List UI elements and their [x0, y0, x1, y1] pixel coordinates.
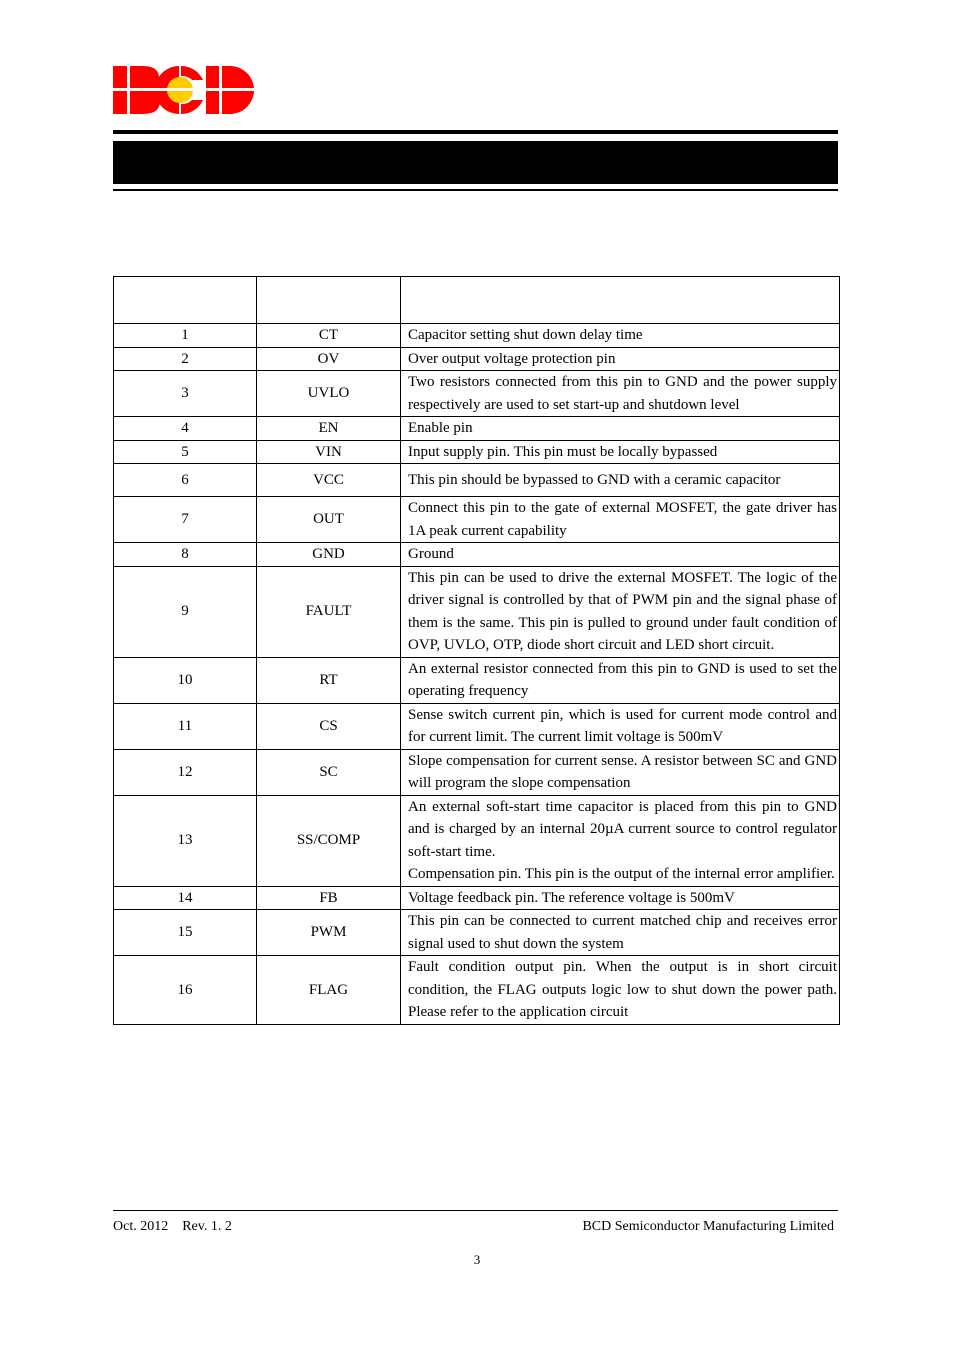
pin-name: FB	[257, 886, 401, 910]
pin-function: Enable pin	[401, 417, 840, 441]
pin-name: RT	[257, 657, 401, 703]
pin-function: This pin can be connected to current matched chip and receives error signal used to shut down the system	[401, 910, 840, 956]
header-rule	[113, 130, 838, 134]
pin-name: OUT	[257, 497, 401, 543]
table-row	[114, 371, 840, 417]
pin-number: 1	[114, 324, 257, 348]
pin-name: VCC	[257, 464, 401, 497]
pin-number: 2	[114, 347, 257, 371]
pin-function: An external resistor connected from this pin to GND is used to set the operating frequency	[401, 657, 840, 703]
pin-number: 5	[114, 440, 257, 464]
pin-number: 8	[114, 543, 257, 567]
bcd-logo	[113, 66, 254, 114]
pin-number: 14	[114, 886, 257, 910]
table-row	[114, 657, 840, 703]
header-cell-pin-name	[257, 277, 401, 324]
pin-function-paragraph: Compensation pin. This pin is the output of the internal error amplifier.	[408, 866, 835, 882]
table-row	[114, 956, 840, 1025]
pin-number: 15	[114, 910, 257, 956]
page-number: 3	[473, 1252, 481, 1267]
table-row	[114, 910, 840, 956]
pin-function: Ground	[401, 543, 840, 567]
table-row	[114, 749, 840, 795]
pin-name: EN	[257, 417, 401, 441]
table-row	[114, 703, 840, 749]
footer-company: BCD Semiconductor Manufacturing Limited	[582, 1219, 834, 1234]
pin-name: CT	[257, 324, 401, 348]
pin-function: Over output voltage protection pin	[401, 347, 840, 371]
pin-function: Capacitor setting shut down delay time	[401, 324, 840, 348]
footer-date: Oct. 2012	[113, 1219, 169, 1234]
header-rule-thin	[113, 189, 838, 191]
pin-number: 6	[114, 464, 257, 497]
title-band	[113, 141, 838, 184]
pin-name: VIN	[257, 440, 401, 464]
pin-name: OV	[257, 347, 401, 371]
pin-name: PWM	[257, 910, 401, 956]
header-cell-pin-number	[114, 277, 257, 324]
footer-date-revision	[113, 1219, 232, 1235]
pin-name: GND	[257, 543, 401, 567]
pin-function: Sense switch current pin, which is used for current mode control and for current limit. The current limit voltage is 500mV	[401, 703, 840, 749]
pin-number: 4	[114, 417, 257, 441]
pin-function: Connect this pin to the gate of external MOSFET, the gate driver has 1A peak current capability	[401, 497, 840, 543]
pin-function	[401, 795, 840, 886]
header-cell-function	[401, 277, 840, 324]
table-row	[114, 464, 840, 497]
pin-number: 3	[114, 371, 257, 417]
pin-number: 16	[114, 956, 257, 1025]
pin-function-paragraph: An external soft-start time capacitor is placed from this pin to GND and is charged by an internal 20µA current source to control regulator soft-start time.	[408, 798, 837, 860]
pin-name: FAULT	[257, 566, 401, 657]
pin-number: 12	[114, 749, 257, 795]
table-row	[114, 417, 840, 441]
pin-function: Slope compensation for current sense. A resistor between SC and GND will program the slope compensation	[401, 749, 840, 795]
pin-name: CS	[257, 703, 401, 749]
pin-function: This pin should be bypassed to GND with a ceramic capacitor	[401, 464, 840, 497]
table-row	[114, 324, 840, 348]
pin-function: Voltage feedback pin. The reference voltage is 500mV	[401, 886, 840, 910]
pin-function: Input supply pin. This pin must be locally bypassed	[401, 440, 840, 464]
table-row	[114, 543, 840, 567]
pin-number: 10	[114, 657, 257, 703]
pin-name: FLAG	[257, 956, 401, 1025]
footer-rule	[113, 1210, 838, 1211]
pin-function: Two resistors connected from this pin to GND and the power supply respectively are used to set start-up and shutdown level	[401, 371, 840, 417]
table-row	[114, 886, 840, 910]
table-row	[114, 497, 840, 543]
pin-number: 9	[114, 566, 257, 657]
pin-number: 13	[114, 795, 257, 886]
pin-description-table	[113, 276, 840, 1025]
pin-function: This pin can be used to drive the external MOSFET. The logic of the driver signal is controlled by that of PWM pin and the signal phase of them is the same. This pin is pulled to ground under fault condition of OVP, UVLO, OTP, diode short circuit and LED short circuit.	[401, 566, 840, 657]
table-header-row	[114, 277, 840, 324]
table-row	[114, 440, 840, 464]
table-row	[114, 566, 840, 657]
footer-revision: Rev. 1. 2	[182, 1219, 232, 1234]
pin-number: 7	[114, 497, 257, 543]
pin-name: SC	[257, 749, 401, 795]
pin-function: Fault condition output pin. When the output is in short circuit condition, the FLAG outputs logic low to shut down the power path. Please refer to the application circuit	[401, 956, 840, 1025]
pin-name: UVLO	[257, 371, 401, 417]
table-row	[114, 795, 840, 886]
pin-name: SS/COMP	[257, 795, 401, 886]
table-row	[114, 347, 840, 371]
pin-number: 11	[114, 703, 257, 749]
